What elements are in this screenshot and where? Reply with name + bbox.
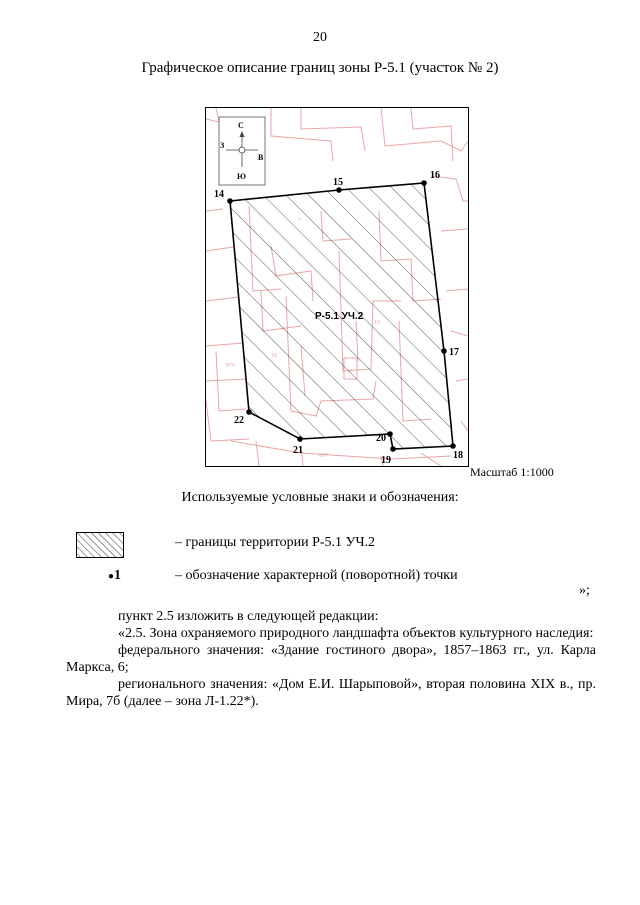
legend-heading: Используемые условные знаки и обозначения: xyxy=(181,490,459,505)
legend-point-text: – обозначение характерной (поворотной) точки xyxy=(175,568,458,583)
point-marker-19 xyxy=(390,446,396,452)
point-marker-15 xyxy=(336,187,342,193)
point-marker-21 xyxy=(297,436,303,442)
point-marker-16 xyxy=(421,180,427,186)
point-marker-20 xyxy=(387,431,393,437)
point-label-16: 16 xyxy=(430,170,440,181)
zone-map xyxy=(205,107,469,467)
body-text xyxy=(66,608,596,710)
map-scale: Масштаб 1:1000 xyxy=(470,465,554,479)
point-label-19: 19 xyxy=(381,455,391,466)
page-number: 20 xyxy=(313,30,327,45)
point-label-21: 21 xyxy=(293,445,303,456)
paragraph-regional: регионального значения: «Дом Е.И. Шарыповой», вторая половина XIX в., пр. Мира, 7б (далее – зона Л-1.22*). xyxy=(66,677,596,709)
point-dot-icon: ● xyxy=(108,571,115,582)
point-label-18: 18 xyxy=(453,450,463,461)
base-label: 976 xyxy=(226,363,235,369)
compass-rose xyxy=(219,117,265,185)
compass-west: З xyxy=(220,141,225,150)
zone-label: Р-5.1 УЧ.2 xyxy=(315,311,364,322)
paragraph-item: пункт 2.5 изложить в следующей редакции: xyxy=(118,609,379,624)
compass-south: Ю xyxy=(237,172,247,181)
compass-north: С xyxy=(238,121,244,130)
point-marker-14 xyxy=(227,198,233,204)
point-sample-label: 1 xyxy=(114,568,122,583)
point-label-22: 22 xyxy=(234,415,244,426)
point-label-14: 14 xyxy=(214,189,224,200)
quote-close: »; xyxy=(579,583,590,598)
point-marker-22 xyxy=(246,409,252,415)
point-legend-sample xyxy=(108,568,121,584)
zone-map-svg xyxy=(206,108,468,466)
point-label-15: 15 xyxy=(333,177,343,188)
page-title: Графическое описание границ зоны Р-5.1 (участок № 2) xyxy=(141,60,499,76)
point-marker-18 xyxy=(450,443,456,449)
point-label-20: 20 xyxy=(376,433,386,444)
hatch-legend-icon xyxy=(76,532,124,558)
paragraph-zone: «2.5. Зона охраняемого природного ландшафта объектов культурного наследия: xyxy=(118,626,594,641)
point-marker-17 xyxy=(441,348,447,354)
base-label: 897 xyxy=(319,453,328,459)
legend-hatch-text: – границы территории Р-5.1 УЧ.2 xyxy=(175,535,376,550)
compass-east: В xyxy=(258,153,264,162)
point-label-17: 17 xyxy=(449,347,459,358)
paragraph-federal: федерального значения: «Здание гостиного двора», 1857–1863 гг., ул. Карла Маркса, 6; xyxy=(66,643,596,675)
